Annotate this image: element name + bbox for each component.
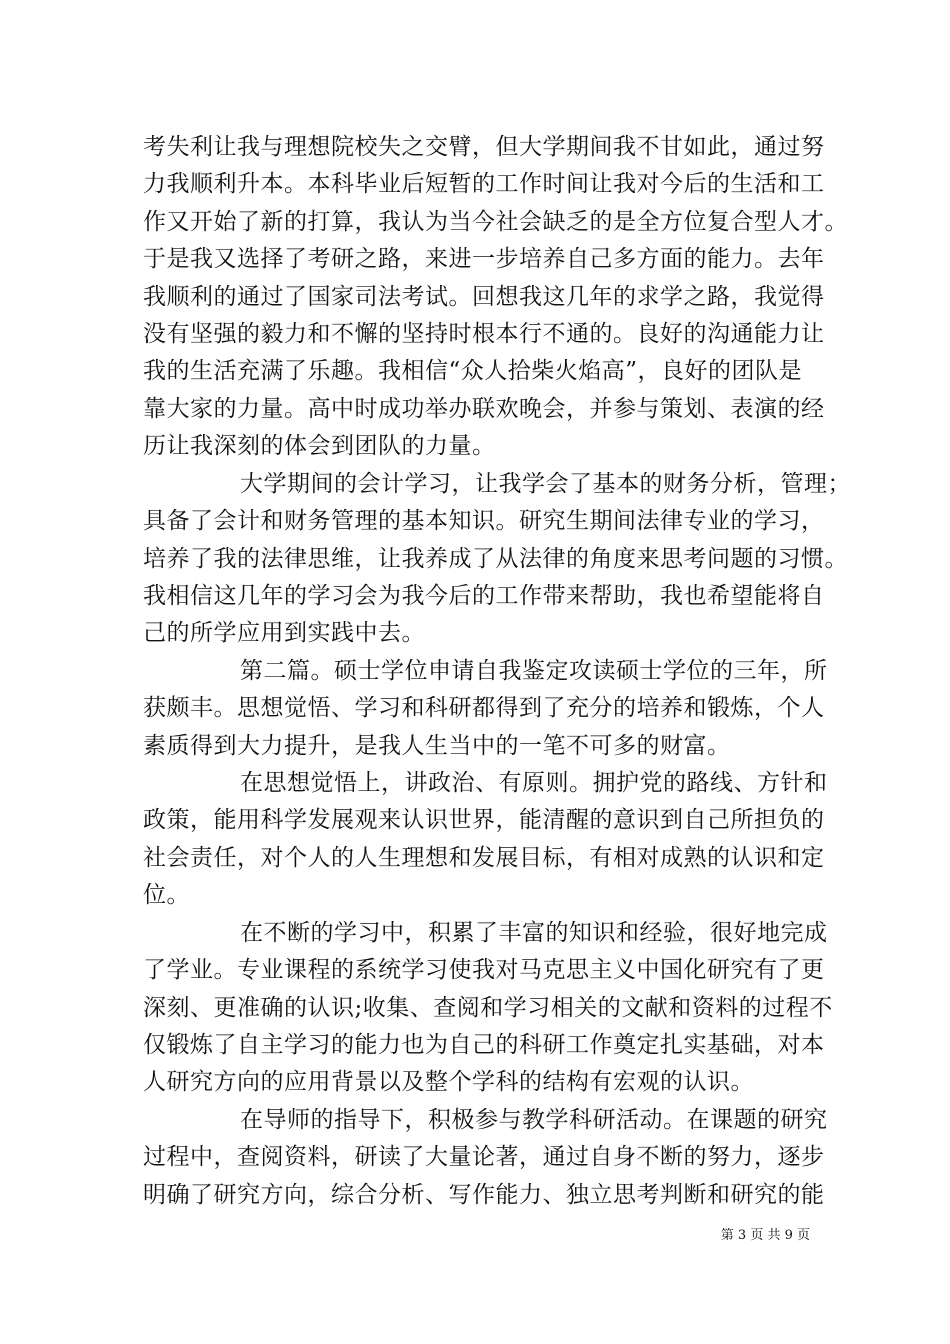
body-line: 培养了我的法律思维，让我养成了从法律的角度来思考问题的习惯。 <box>143 546 848 572</box>
body-line: 了学业。专业课程的系统学习使我对马克思主义中国化研究有了更 <box>143 957 825 983</box>
body-line: 深刻、更准确的认识;收集、查阅和学习相关的文献和资料的过程不 <box>143 995 833 1021</box>
body-line: 具备了会计和财务管理的基本知识。研究生期间法律专业的学习， <box>143 508 825 534</box>
body-line: 获颇丰。思想觉悟、学习和科研都得到了充分的培养和锻炼，个人 <box>143 695 825 721</box>
body-line: 历让我深刻的体会到团队的力量。 <box>143 433 496 459</box>
body-line: 作又开始了新的打算，我认为当今社会缺乏的是全方位复合型人才。 <box>143 209 848 235</box>
body-line: 靠大家的力量。高中时成功举办联欢晚会，并参与策划、表演的经 <box>143 396 825 422</box>
body-line: 明确了研究方向，综合分析、写作能力、独立思考判断和研究的能 <box>143 1182 825 1208</box>
body-line: 力我顺利升本。本科毕业后短暂的工作时间让我对今后的生活和工 <box>143 171 825 197</box>
body-line: 政策，能用科学发展观来认识世界，能清醒的意识到自己所担负的 <box>143 807 825 833</box>
body-line: 位。 <box>143 882 190 908</box>
paragraph-first-line: 在导师的指导下，积极参与教学科研活动。在课题的研究 <box>240 1107 828 1133</box>
paragraph-first-line: 在思想觉悟上，讲政治、有原则。拥护党的路线、方针和 <box>240 770 828 796</box>
body-line: 素质得到大力提升，是我人生当中的一笔不可多的财富。 <box>143 733 731 759</box>
body-line: 我的生活充满了乐趣。我相信“众人拾柴火焰高”，良好的团队是 <box>143 358 803 384</box>
body-line: 于是我又选择了考研之路，来进一步培养自己多方面的能力。去年 <box>143 246 825 272</box>
body-line: 过程中，查阅资料，研读了大量论著，通过自身不断的努力，逐步 <box>143 1144 825 1170</box>
paragraph-first-line: 在不断的学习中，积累了丰富的知识和经验，很好地完成 <box>240 920 828 946</box>
paragraph-first-line: 大学期间的会计学习，让我学会了基本的财务分析，管理； <box>240 471 851 497</box>
body-line: 社会责任，对个人的人生理想和发展目标，有相对成熟的认识和定 <box>143 845 825 871</box>
body-line: 没有坚强的毅力和不懈的坚持时根本行不通的。良好的沟通能力让 <box>143 321 825 347</box>
body-line: 我相信这几年的学习会为我今后的工作带来帮助，我也希望能将自 <box>143 583 825 609</box>
body-line: 考失利让我与理想院校失之交臂，但大学期间我不甘如此，通过努 <box>143 134 825 160</box>
body-line: 己的所学应用到实践中去。 <box>143 620 425 646</box>
body-line: 我顺利的通过了国家司法考试。回想我这几年的求学之路，我觉得 <box>143 284 825 310</box>
page-number-footer: 第 3 页 共 9 页 <box>720 1228 810 1243</box>
body-line: 人研究方向的应用背景以及整个学科的结构有宏观的认识。 <box>143 1069 754 1095</box>
body-line: 仅锻炼了自主学习的能力也为自己的科研工作奠定扎实基础，对本 <box>143 1032 825 1058</box>
paragraph-first-line: 第二篇。硕士学位申请自我鉴定攻读硕士学位的三年，所 <box>240 658 828 684</box>
